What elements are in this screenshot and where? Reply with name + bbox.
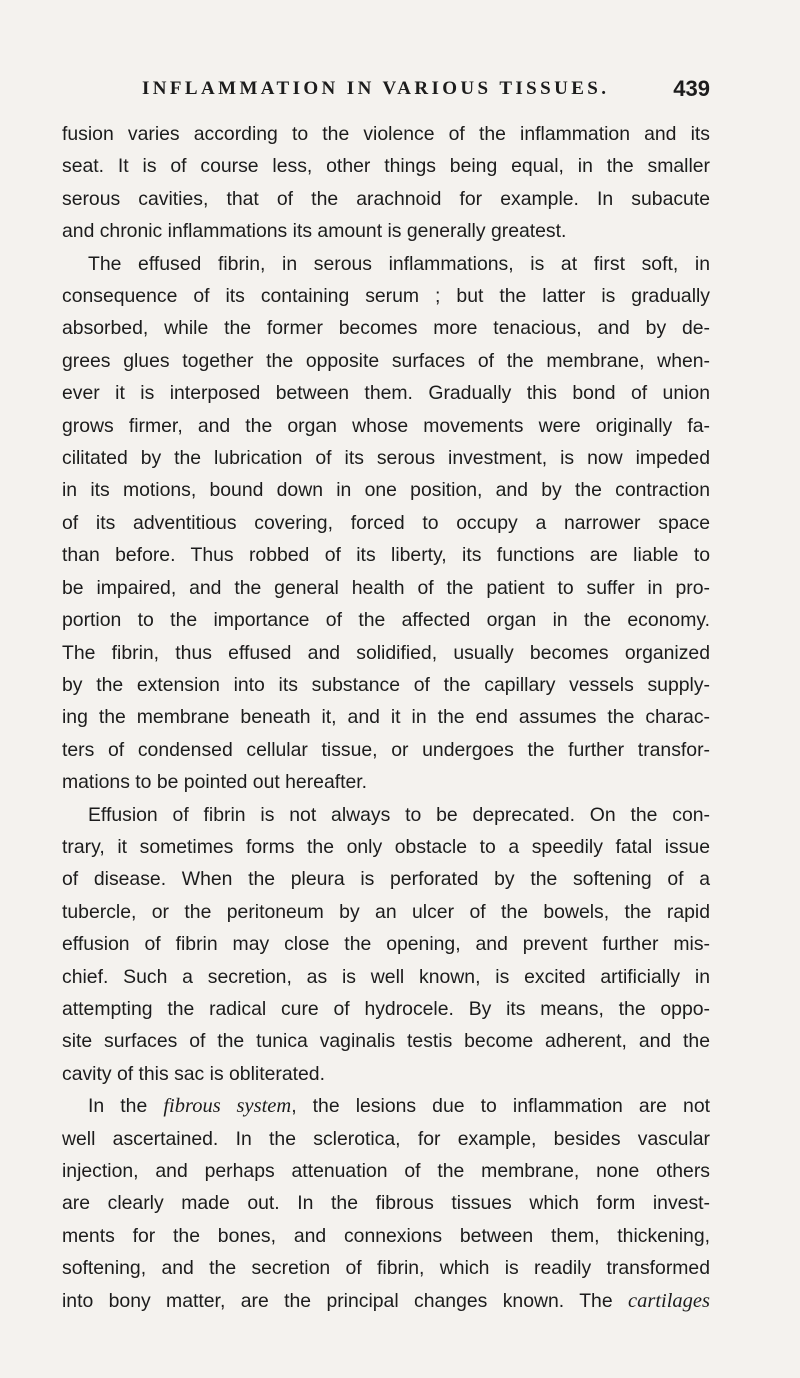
text-fragment: The — [579, 1289, 613, 1312]
italic-term: fibrous system — [163, 1095, 292, 1118]
text-line: portion to the importance of the affected organ in the economy. — [62, 609, 710, 632]
text-line: trary, it sometimes forms the only obstacle to a speedily fatal issue — [62, 835, 710, 858]
text-line: mations to be pointed out hereafter. — [62, 771, 368, 794]
text-line: ments for the bones, and connexions between them, thickening, — [62, 1224, 710, 1247]
body-text — [62, 118, 710, 1317]
text-line: Effusion of fibrin is not always to be deprecated. On the con- — [88, 803, 710, 826]
text-fragment: , the lesions due to inflammation are not — [291, 1095, 711, 1118]
running-title: INFLAMMATION IN VARIOUS TISSUES. — [142, 78, 610, 99]
text-line: The fibrin, thus effused and solidified, usually becomes organized — [62, 641, 710, 664]
text-line: tubercle, or the peritoneum by an ulcer of the bowels, the rapid — [62, 900, 710, 923]
text-line: cilitated by the lubrication of its serous investment, is now impeded — [62, 447, 710, 470]
page-number: 439 — [673, 76, 710, 101]
text-line: well ascertained. In the sclerotica, for example, besides vascular — [62, 1127, 710, 1150]
text-line: grees glues together the opposite surfaces of the membrane, when- — [62, 349, 710, 372]
text-fragment: into bony matter, are the principal changes known. — [62, 1289, 565, 1312]
text-line: attempting the radical cure of hydrocele. By its means, the oppo- — [62, 997, 710, 1020]
text-line: be impaired, and the general health of the patient to suffer in pro- — [62, 576, 710, 599]
text-fragment: In — [88, 1095, 121, 1118]
text-line: chief. Such a secretion, as is well known, is excited artificially in — [62, 965, 710, 988]
text-line: grows firmer, and the organ whose movements were originally fa- — [62, 414, 710, 437]
text-line: of its adventitious covering, forced to occupy a narrower space — [62, 511, 710, 534]
text-line: effusion of fibrin may close the opening, and prevent further mis- — [62, 933, 710, 956]
italic-term: cartilages — [628, 1289, 710, 1312]
text-line: The effused fibrin, in serous inflammations, is at first soft, in — [88, 252, 710, 275]
text-line — [62, 1285, 710, 1317]
running-head — [142, 78, 710, 106]
text-line: are clearly made out. In the fibrous tissues which form invest- — [62, 1192, 710, 1215]
text-line: serous cavities, that of the arachnoid for example. In subacute — [62, 187, 710, 210]
text-line: seat. It is of course less, other things being equal, in the smaller — [62, 155, 710, 178]
text-line: ters of condensed cellular tissue, or undergoes the further transfor- — [62, 738, 710, 761]
text-line: ing the membrane beneath it, and it in the end assumes the charac- — [62, 706, 710, 729]
text-line — [62, 1090, 710, 1122]
text-line: absorbed, while the former becomes more tenacious, and by de- — [62, 317, 710, 340]
text-line: cavity of this sac is obliterated. — [62, 1062, 325, 1085]
text-line: injection, and perhaps attenuation of the membrane, none others — [62, 1160, 710, 1182]
text-line: of disease. When the pleura is perforated by the softening of a — [62, 868, 710, 891]
text-line: softening, and the secretion of fibrin, which is readily transformed — [62, 1257, 710, 1280]
text-line: and chronic inflammations its amount is generally greatest. — [62, 220, 567, 243]
text-line: by the extension into its substance of the capillary vessels supply- — [62, 673, 710, 696]
text-fragment: the — [120, 1095, 148, 1118]
text-line: than before. Thus robbed of its liberty, its functions are liable to — [62, 544, 710, 567]
text-line: fusion varies according to the violence of the inflammation and its — [62, 123, 710, 145]
text-line: in its motions, bound down in one position, and by the contraction — [62, 479, 710, 502]
text-line: consequence of its containing serum ; but the latter is gradually — [62, 285, 710, 308]
text-line: ever it is interposed between them. Gradually this bond of union — [62, 382, 710, 405]
text-line: site surfaces of the tunica vaginalis testis become adherent, and the — [62, 1030, 710, 1053]
